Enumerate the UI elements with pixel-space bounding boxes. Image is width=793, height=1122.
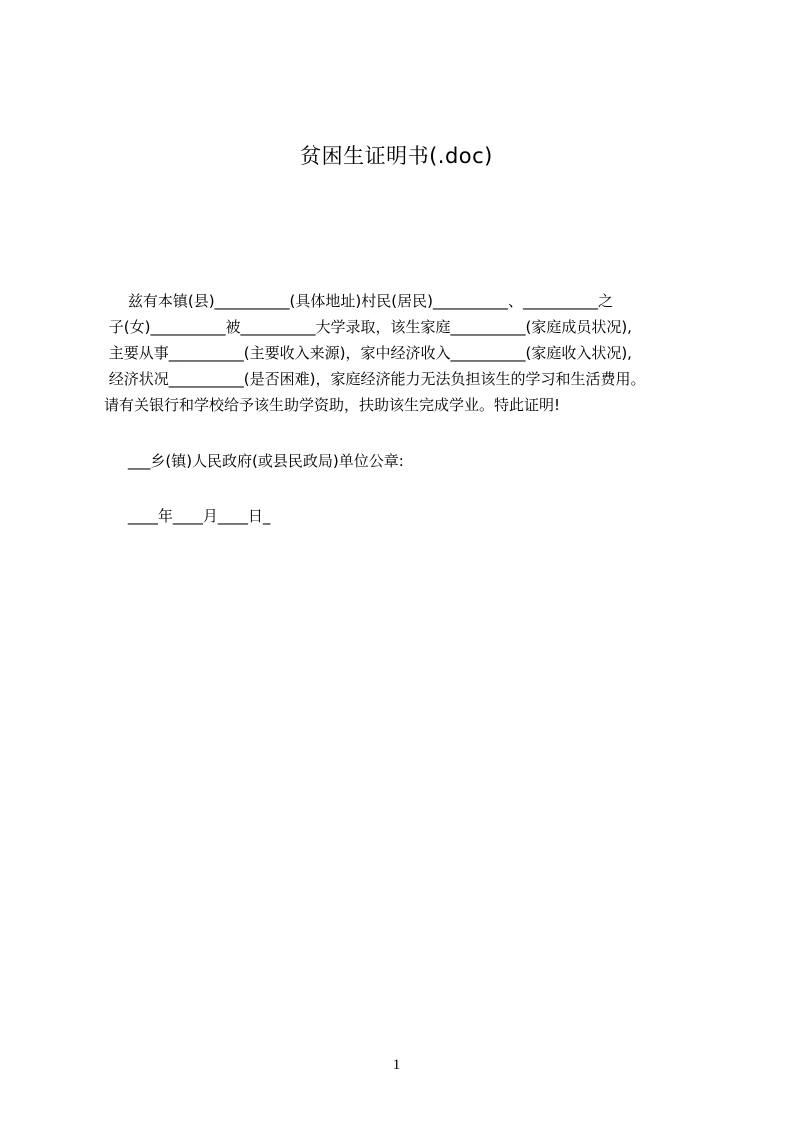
- document-title: 贫困生证明书(.doc): [300, 144, 493, 168]
- page-number: 1: [392, 1057, 401, 1073]
- paragraph-line-5: 请有关银行和学校给予该生助学资助，扶助该生完成学业。特此证明!: [104, 396, 561, 414]
- paragraph-line-3: 主要从事__________(主要收入来源)，家中经济收入__________(家庭收入状况),: [104, 344, 632, 362]
- paragraph-line-1: 兹有本镇(县)__________(具体地址)村民(居民)__________、__________之: [104, 292, 613, 310]
- paragraph-line-2: 子(女)__________被__________大学录取，该生家庭__________(家庭成员状况),: [104, 318, 632, 336]
- paragraph-line-4: 经济状况__________(是否困难)，家庭经济能力无法负担该生的学习和生活费用。: [104, 370, 646, 388]
- official-seal-line: ___乡(镇)人民政府(或县民政局)单位公章:: [104, 452, 404, 470]
- date-line: ____年____月____日_: [104, 507, 271, 525]
